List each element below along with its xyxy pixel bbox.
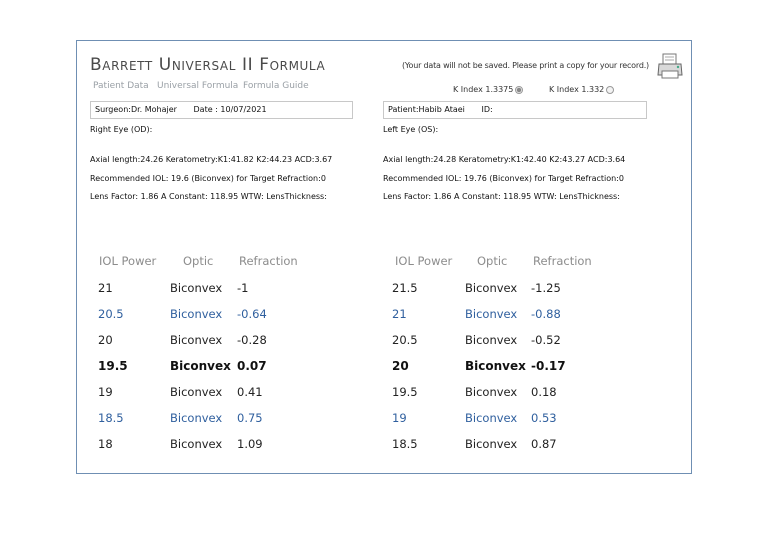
- left-eye-row-power: 21: [392, 307, 407, 321]
- app-title: Barrett Universal II Formula: [90, 55, 326, 75]
- right-eye-row-refraction: -0.64: [237, 307, 267, 321]
- left-col-iol-power: IOL Power: [395, 254, 453, 268]
- left-eye-row-power: 20: [392, 359, 409, 373]
- save-notice: (Your data will not be saved. Please print a copy for your record.): [402, 61, 649, 70]
- left-eye-row-power: 21.5: [392, 281, 418, 295]
- right-col-optic: Optic: [183, 254, 214, 268]
- left-eye-row-optic: Biconvex: [465, 307, 518, 321]
- formula-panel: [76, 40, 692, 474]
- right-eye-row-power: 21: [98, 281, 113, 295]
- left-eye-row-optic: Biconvex: [465, 437, 518, 451]
- right-eye-row-optic: Biconvex: [170, 307, 223, 321]
- print-button[interactable]: [657, 53, 683, 81]
- left-eye-row-power: 19.5: [392, 385, 418, 399]
- right-eye-row-power: 20: [98, 333, 113, 347]
- nav-patient-data[interactable]: Patient Data: [93, 81, 149, 91]
- right-eye-row-refraction: -1: [237, 281, 249, 295]
- surgeon-date-field[interactable]: [90, 101, 353, 119]
- left-col-refraction: Refraction: [533, 254, 592, 268]
- left-eye-biometry: Axial length:24.28 Keratometry:K1:42.40 K2:43.27 ACD:3.64: [383, 155, 626, 164]
- right-eye-label: Right Eye (OD):: [90, 125, 153, 134]
- right-eye-row-power: 18.5: [98, 411, 124, 425]
- left-eye-row-power: 18.5: [392, 437, 418, 451]
- k-index-1-332-label: K Index 1.332: [549, 85, 605, 94]
- right-eye-row-optic: Biconvex: [170, 385, 223, 399]
- patient-id-field[interactable]: [383, 101, 647, 119]
- left-col-optic: Optic: [477, 254, 508, 268]
- right-eye-row-optic: Biconvex: [170, 437, 223, 451]
- right-eye-row-refraction: -0.28: [237, 333, 267, 347]
- left-eye-row-refraction: -0.52: [531, 333, 561, 347]
- left-eye-row-optic: Biconvex: [465, 281, 518, 295]
- patient-value: Patient:Habib Ataei: [388, 105, 465, 114]
- nav-formula-guide[interactable]: Formula Guide: [243, 81, 309, 91]
- right-eye-row-refraction: 0.75: [237, 411, 263, 425]
- right-eye-row-power: 18: [98, 437, 113, 451]
- surgeon-value: Surgeon:Dr. Mohajer: [95, 105, 177, 114]
- right-eye-row-power: 19: [98, 385, 113, 399]
- id-value: ID:: [481, 105, 493, 114]
- right-eye-row-power: 19.5: [98, 359, 128, 373]
- k-index-1-332-radio[interactable]: [606, 86, 614, 94]
- right-eye-lens: Lens Factor: 1.86 A Constant: 118.95 WTW: LensThickness:: [90, 192, 327, 201]
- k-index-1-3375[interactable]: [453, 85, 525, 94]
- left-eye-row-refraction: 0.87: [531, 437, 557, 451]
- left-eye-recommended: Recommended IOL: 19.76 (Biconvex) for Target Refraction:0: [383, 174, 624, 183]
- left-eye-row-refraction: 0.18: [531, 385, 557, 399]
- right-eye-row-refraction: 1.09: [237, 437, 263, 451]
- right-eye-row-refraction: 0.41: [237, 385, 263, 399]
- left-eye-row-power: 20.5: [392, 333, 418, 347]
- left-eye-row-refraction: 0.53: [531, 411, 557, 425]
- k-index-1-332[interactable]: [549, 85, 616, 94]
- left-eye-row-optic: Biconvex: [465, 385, 518, 399]
- left-eye-lens: Lens Factor: 1.86 A Constant: 118.95 WTW: LensThickness:: [383, 192, 620, 201]
- date-value: Date : 10/07/2021: [193, 105, 267, 114]
- right-eye-row-optic: Biconvex: [170, 359, 231, 373]
- right-eye-row-power: 20.5: [98, 307, 124, 321]
- k-index-1-3375-radio[interactable]: [515, 86, 523, 94]
- left-eye-row-refraction: -0.88: [531, 307, 561, 321]
- right-col-iol-power: IOL Power: [99, 254, 157, 268]
- right-eye-recommended: Recommended IOL: 19.6 (Biconvex) for Target Refraction:0: [90, 174, 326, 183]
- right-eye-row-optic: Biconvex: [170, 333, 223, 347]
- left-eye-label: Left Eye (OS):: [383, 125, 439, 134]
- nav-universal-formula[interactable]: Universal Formula: [157, 81, 239, 91]
- right-col-refraction: Refraction: [239, 254, 298, 268]
- right-eye-row-optic: Biconvex: [170, 411, 223, 425]
- left-eye-row-refraction: -1.25: [531, 281, 561, 295]
- right-eye-biometry: Axial length:24.26 Keratometry:K1:41.82 K2:44.23 ACD:3.67: [90, 155, 333, 164]
- left-eye-row-optic: Biconvex: [465, 333, 518, 347]
- left-eye-row-power: 19: [392, 411, 407, 425]
- left-eye-row-refraction: -0.17: [531, 359, 566, 373]
- right-eye-row-optic: Biconvex: [170, 281, 223, 295]
- left-eye-row-optic: Biconvex: [465, 359, 526, 373]
- k-index-1-3375-label: K Index 1.3375: [453, 85, 514, 94]
- right-eye-row-refraction: 0.07: [237, 359, 267, 373]
- printer-icon: [657, 53, 683, 81]
- left-eye-row-optic: Biconvex: [465, 411, 518, 425]
